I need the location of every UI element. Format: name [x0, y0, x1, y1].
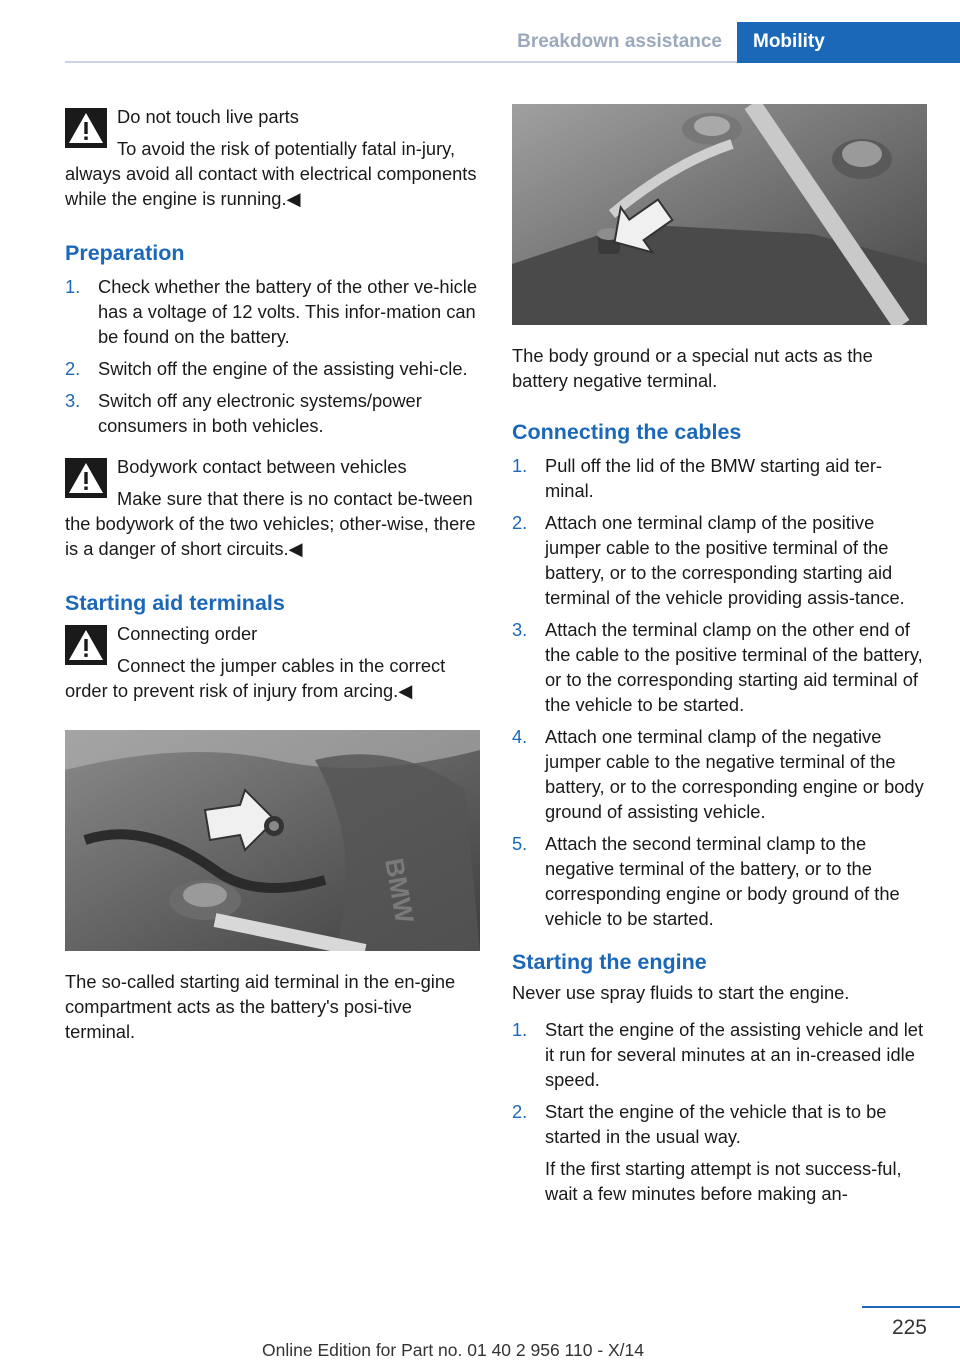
step-text: Check whether the battery of the other ve‐hicle has a voltage of 12 volts. This infor‐mation can be found on the battery. — [98, 276, 478, 347]
step-text: Attach the second terminal clamp to the negative terminal of the battery, or to the corresponding engine or body ground of the vehicle to be started. — [545, 833, 900, 929]
footer-rule — [862, 1306, 960, 1308]
warning-triangle-icon — [65, 458, 107, 498]
list-item — [65, 388, 481, 438]
right-column — [512, 104, 928, 1222]
left-column — [65, 104, 481, 1068]
step-text: Start the engine of the vehicle that is to be started in the usual way. — [545, 1101, 887, 1147]
photo-caption-positive-terminal: The so-called starting aid terminal in the en‐gine compartment acts as the battery's posi‐tive terminal. — [65, 971, 456, 1042]
step-text: Pull off the lid of the BMW starting aid ter‐minal. — [545, 455, 882, 501]
step-number: 2. — [65, 358, 81, 379]
warning-live-parts — [65, 104, 481, 211]
preparation-steps — [65, 274, 481, 438]
list-item — [512, 510, 928, 610]
warning-triangle-icon — [65, 625, 107, 665]
warning-text: Make sure that there is no contact be‐tween the bodywork of the two vehicles; other‐wise, there is a danger of short circuits.◀ — [65, 488, 476, 559]
step-text: Switch off any electronic systems/power consumers in both vehicles. — [98, 390, 422, 436]
step-subtext: If the first starting attempt is not success‐ful, wait a few minutes before making an‐ — [545, 1158, 902, 1204]
photo-caption-negative-terminal: The body ground or a special nut acts as the battery negative terminal. — [512, 345, 873, 391]
header-section-title: Breakdown assistance — [517, 31, 722, 52]
step-number: 3. — [512, 619, 528, 640]
list-item — [65, 274, 481, 349]
step-text: Attach the terminal clamp on the other end of the cable to the positive terminal of the battery, or to the corresponding starting aid terminal of the vehicle to be started. — [545, 619, 923, 715]
connecting-steps — [512, 453, 928, 931]
list-item — [512, 1099, 928, 1206]
starting-engine-steps — [512, 1017, 928, 1206]
step-number: 1. — [65, 276, 81, 297]
warning-text: To avoid the risk of potentially fatal in‐jury, always avoid all contact with electrical components while the engine is running.◀ — [65, 138, 477, 209]
list-item — [512, 831, 928, 931]
warning-text: Connect the jumper cables in the correct order to prevent risk of injury from arcing.◀ — [65, 655, 446, 701]
starting-engine-intro: Never use spray fluids to start the engine. — [512, 982, 850, 1003]
engine-cover-brand-text: BMW — [379, 855, 420, 926]
step-number: 2. — [512, 512, 528, 533]
header-chapter-label: Mobility — [753, 31, 825, 52]
list-item — [512, 724, 928, 824]
warning-bodywork-contact — [65, 454, 481, 561]
warning-connecting-order — [65, 621, 481, 703]
section-heading-starting-engine: Starting the engine — [512, 950, 707, 974]
section-heading-preparation: Preparation — [65, 241, 185, 265]
warning-title: Connecting order — [117, 623, 258, 644]
list-item — [512, 453, 928, 503]
footer-edition-text: Online Edition for Part no. 01 40 2 956 110 - X/14 — [262, 1340, 645, 1360]
warning-triangle-icon — [65, 108, 107, 148]
battery-negative-terminal-photo — [512, 104, 927, 325]
step-text: Attach one terminal clamp of the positive jumper cable to the positive terminal of the battery, or to the corresponding starting aid terminal of the vehicle providing assis‐tance. — [545, 512, 905, 608]
step-number: 3. — [65, 390, 81, 411]
step-number: 2. — [512, 1101, 528, 1122]
step-number: 1. — [512, 1019, 528, 1040]
warning-title: Bodywork contact between vehicles — [117, 456, 407, 477]
step-text: Attach one terminal clamp of the negative jumper cable to the negative terminal of the battery, or to the corresponding engine or body ground of assisting vehicle. — [545, 726, 924, 822]
list-item — [65, 356, 481, 381]
section-heading-starting-aid-terminals: Starting aid terminals — [65, 591, 285, 615]
step-text: Switch off the engine of the assisting vehi‐cle. — [98, 358, 468, 379]
header-chapter-tab — [737, 22, 960, 63]
engine-compartment-positive-terminal-photo — [65, 730, 480, 951]
step-number: 5. — [512, 833, 528, 854]
warning-title: Do not touch live parts — [117, 106, 299, 127]
step-number: 4. — [512, 726, 528, 747]
list-item — [512, 1017, 928, 1092]
list-item — [512, 617, 928, 717]
step-text: Start the engine of the assisting vehicle and let it run for several minutes at an in‐creased idle speed. — [545, 1019, 924, 1090]
step-number: 1. — [512, 455, 528, 476]
section-heading-connecting-cables: Connecting the cables — [512, 420, 742, 444]
page-number: 225 — [891, 1316, 927, 1339]
